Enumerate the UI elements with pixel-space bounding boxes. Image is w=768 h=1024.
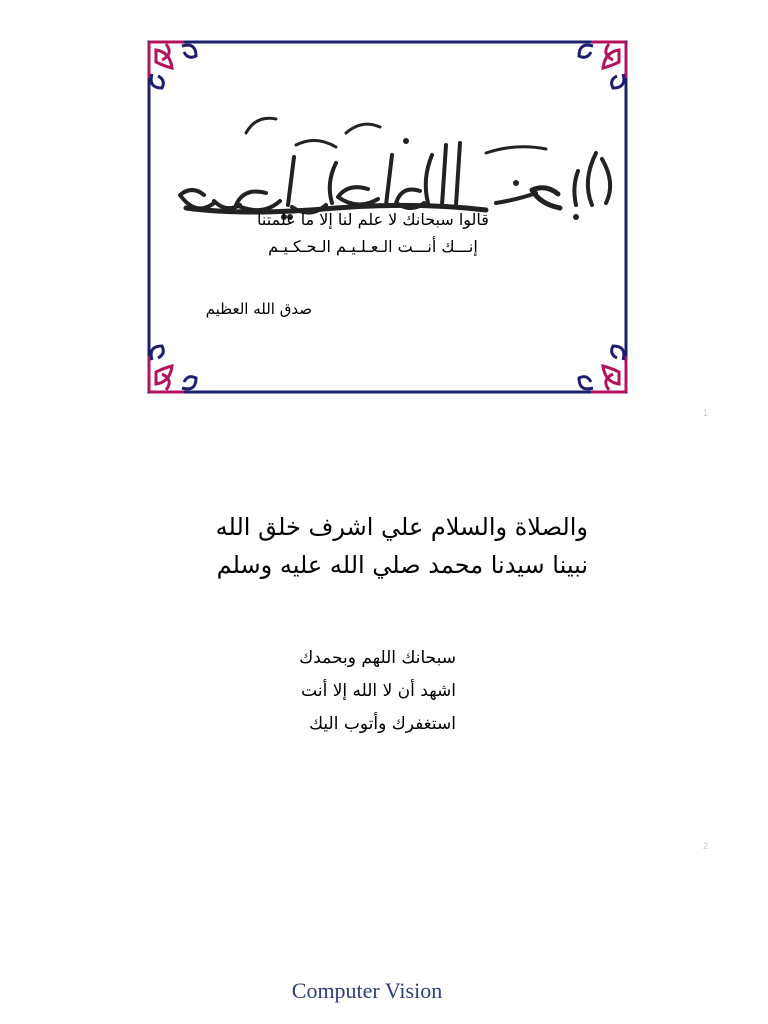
salat-line: والصلاة والسلام علي اشرف خلق الله <box>215 513 588 541</box>
dua-text <box>270 642 456 741</box>
footer-title: Computer Vision <box>291 978 443 1003</box>
corner-bottom-right-icon <box>579 346 626 392</box>
corner-top-right-icon <box>579 42 626 88</box>
page-number: 2 <box>703 841 709 851</box>
basmala-calligraphy-icon <box>156 93 626 223</box>
corner-bottom-left-icon <box>149 346 196 392</box>
dua-line: اشهد أن لا الله إلا أنت <box>301 681 456 701</box>
title-frame <box>144 38 630 396</box>
salat-text <box>160 508 588 584</box>
quran-verse <box>232 206 514 260</box>
page-number: 1 <box>703 408 709 418</box>
dua-line: استغفرك وأتوب اليك <box>309 714 456 734</box>
verse-line: إنـــك أنـــت الـعـلـيـم الـحـكـيـم <box>268 237 478 256</box>
verse-line: قالوا سبحانك لا علم لنا إلا ما علمتنا <box>257 210 489 229</box>
corner-top-left-icon <box>149 42 196 88</box>
dua-line: سبحانك اللهم وبحمدك <box>299 648 456 668</box>
sadaq-allah-text: صدق الله العظيم <box>205 300 312 318</box>
salat-line: نبينا سيدنا محمد صلي الله عليه وسلم <box>216 551 588 579</box>
